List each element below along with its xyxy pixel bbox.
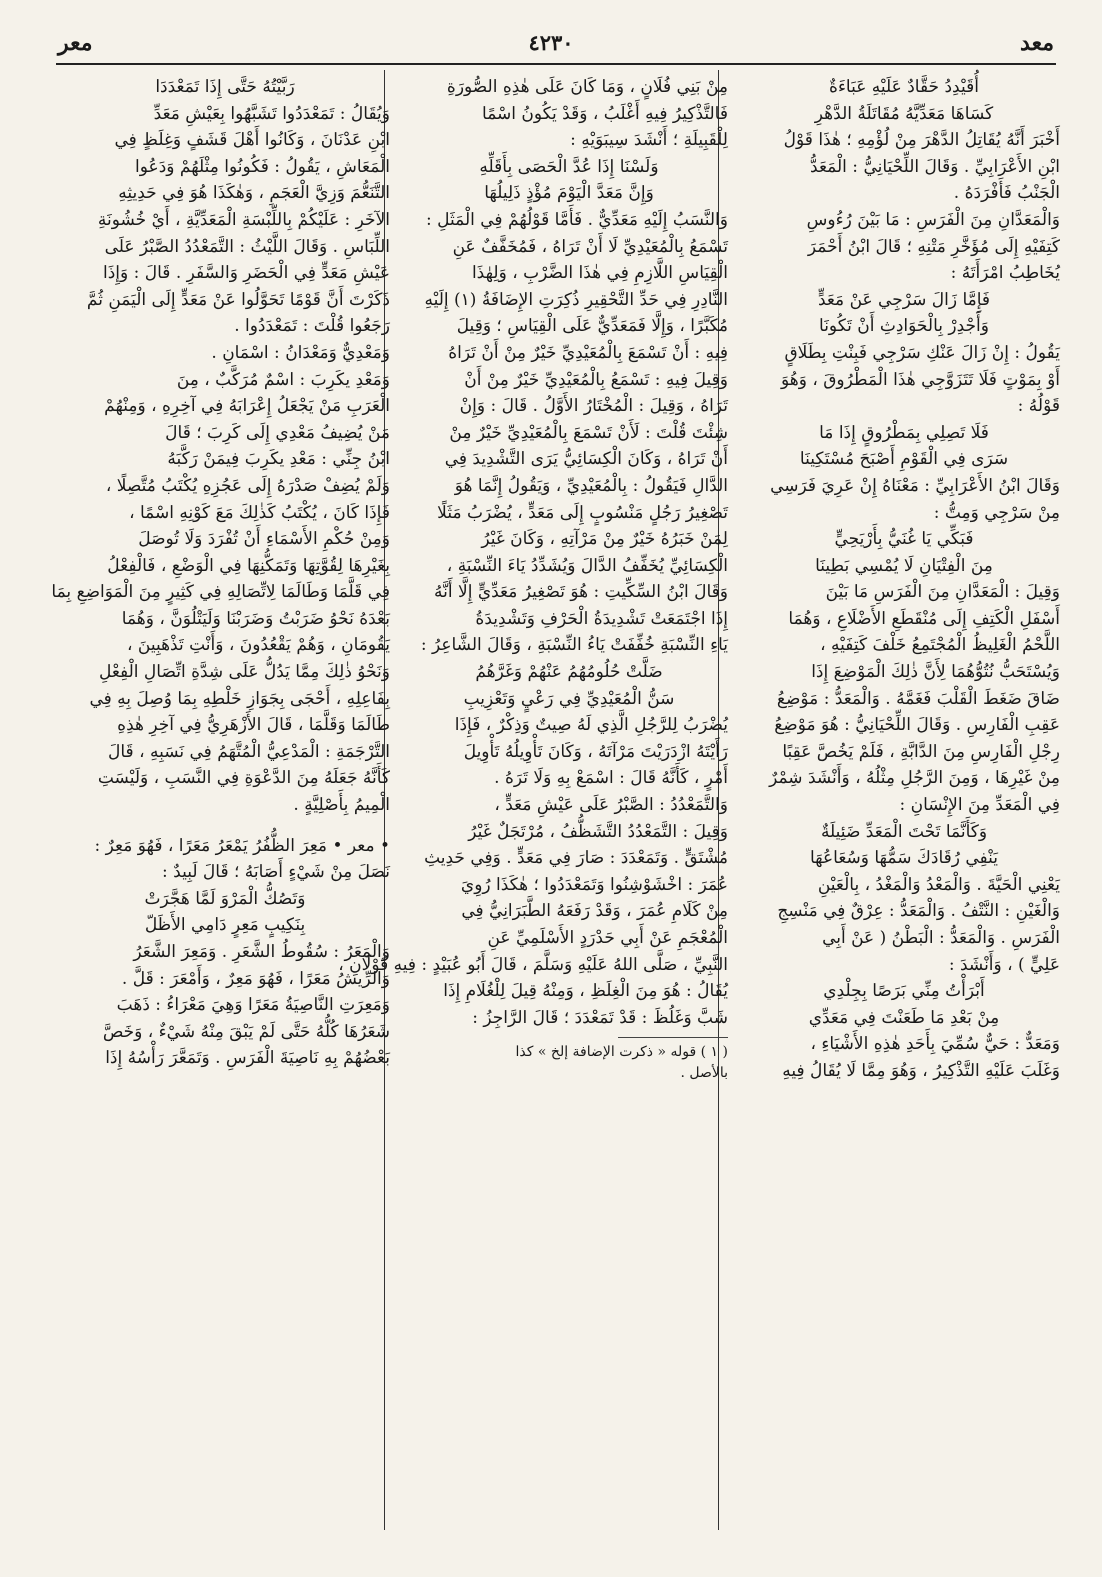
text-line: وَيُقَالُ : تَمَعْدَدُوا تَشَبَّهُوا بِعَيْشِ مَعَدِّ <box>153 103 390 124</box>
text-line: الْجَنْبُ فَأَفْرَدَهُ . <box>953 183 1060 204</box>
footnote-line: ( ١ ) قوله « ذكرت الإضافة إلخ » كذا <box>515 1044 728 1061</box>
verse-line: فَبَكِّي يَا غُنَيُّ بِأَرْيَحِيٍّ <box>834 529 974 550</box>
verse-line: بِنَكِيبٍ مَعِرٍ دَامِي الأَظَلّ <box>144 915 306 936</box>
text-line: وَمَعْدِيٌّ وَمَعْدَانُ : اسْمَانِ . <box>211 342 390 363</box>
text-line: وَنَحْوُ ذٰلِكَ مِمَّا يَدُلُّ عَلَى شِدَّةِ اتِّصَالِ الْفِعْلِ <box>98 662 390 683</box>
text-line: الْمُعْجَمِ عَنْ أَبِي حَدْرَدٍ الأَسْلَمِيِّ عَنِ <box>487 928 728 948</box>
text-line: وَمَعِرَتِ النَّاصِيَةُ مَعَرًا وَهِيَ مَعْرَاءُ : ذَهَبَ <box>116 995 390 1016</box>
text-line: النَّبِيِّ ، صَلَّى اللهُ عَلَيْهِ وَسَلَّمَ ، قَالَ أَبُو عُبَيْدٍ : فِيهِ قَوْلَانِ ، <box>338 954 728 975</box>
text-line: تَرَاهُ ، وَقِيلَ : الْمُخْتَارُ الأَوَّلُ . قَالَ : وَإِنْ <box>459 396 728 417</box>
text-line: وَالْمَعَرُ : سُقُوطُ الشَّعَرِ . وَمَعِرَ الشَّعَرُ <box>133 942 390 962</box>
text-line: فَالتَّذْكِيرُ فِيهِ أَغْلَبُ ، وَقَدْ يَكُونُ اسْمًا <box>482 103 728 124</box>
text-line: التَّنَعُّمَ وَزِيَّ الْعَجَمِ ، وَهٰكَذَا هُوَ فِي حَدِيثِهِ <box>118 183 390 204</box>
text-line: قَوْلُهُ : <box>1017 396 1060 417</box>
header-rule <box>56 63 1056 65</box>
text-line: وَمَعْدِ يكَرِبَ : اسْمٌ مُرَكَّبٌ ، مِنَ <box>176 369 390 390</box>
text-line: نَصَلَ مِنْ شَيْءٍ أَصَابَهُ ؛ قَالَ لَبِيدٌ : <box>162 862 390 883</box>
verse-line: سَرَى فِي الْقَوْمِ أَصْبَحَ مُسْتَكِينَا <box>799 449 1009 470</box>
verse-line: وَلَسْنَا إِذَا عُدَّ الْحَصَى بِأَقَلِّهِ <box>479 156 659 177</box>
text-line: عَيْشِ مَعَدٍّ فِي الْحَضَرِ وَالسَّفَرِ . قَالَ : وَإِذَا <box>103 263 390 284</box>
text-line: شَعَرُهَا كُلُّهُ حَتَّى لَمْ يَبْقَ مِنْهُ شَيْءٌ ، وَخَصَّ <box>102 1021 390 1042</box>
text-line: كَأَنَّهُ جَعَلَهُ مِنَ الدَّعْوَةِ فِي النَّسَبِ ، وَلَيْسَتِ <box>97 768 390 789</box>
header-right-keyword: معد <box>1020 30 1054 56</box>
verse-line: وَأَجْدِرْ بِالْحَوَادِثِ أَنْ تَكُونَا <box>819 316 989 337</box>
text-line: رَجَعُوا قُلْتَ : تَمَعْدَدُوا . <box>234 316 390 337</box>
entry-heading-line: • معر • مَعِرَ الظُّفُرُ يَمْعَرُ مَعَرًا ، فَهُوَ مَعِرٌ : <box>94 835 390 856</box>
text-line: وَقِيلَ : الْمَعَدَّانِ مِنَ الْفَرَسِ مَا بَيْنَ <box>825 582 1060 603</box>
text-line: الآخَرِ : عَلَيْكُمْ بِاللِّبْسَةِ الْمَعَدِّيَّةِ ، أَيْ خُشُونَةِ <box>97 209 390 230</box>
verse-line: فَإِمَّا زَالَ سَرْجِي عَنْ مَعَدٍّ <box>817 289 991 310</box>
header-left-keyword: معر <box>58 30 93 56</box>
entry-spacer <box>60 819 390 833</box>
verse-line: كَسَاهَا مَعَدِّيَّهُ مُقَاتَلَةُ الدَّهْرِ <box>814 103 994 124</box>
text-line: فِي قَلَّمَا وَطَالَمَا لِاتِّصَالِهِ فِي كَثِيرٍ مِنَ الْمَوَاضِعِ بِمَا <box>51 582 390 603</box>
text-line: وَقِيلَ فِيهِ : تَسْمَعُ بِالْمُعَيْدِيِّ خَيْرٌ مِنْ أَنْ <box>464 369 728 390</box>
text-line: الْعَرَبِ مَنْ يَجْعَلُ إِعْرَابَهُ فِي آخِرِهِ ، وَمِنْهُمْ <box>104 396 390 417</box>
footnote-line: بالأصل . <box>680 1065 728 1082</box>
text-line: وَمَعَدٌّ : حَيٌّ سُمِّيَ بِأَحَدِ هٰذِهِ الأَشْيَاءِ ، <box>810 1034 1060 1055</box>
text-line: اللَّحْمُ الْغَلِيظُ الْمُجْتَمِعُ خَلْفَ كَتِفَيْهِ ، <box>820 635 1060 656</box>
text-line: يَقُولُ : إِنْ زَالَ عَنْكِ سَرْجِي فَبِنْتِ بِطَلَاقٍ <box>784 342 1060 363</box>
verse-line: وَإِنَّ مَعَدَّ الْيَوْمَ مُؤْذٍ ذَلِيلُهَا <box>484 183 654 204</box>
text-line: فَإِذَا كَانَ ، يُكْتَبُ كَذٰلِكَ مَعَ كَوْنِهِ اسْمًا ، <box>129 502 390 523</box>
text-line: يَقُومَانِ ، وَهُمْ يَقْعُدُونَ ، وَأَنْتِ تَذْهَبِينَ ، <box>127 635 390 656</box>
text-line: عَلِيٍّ ) ، وَأَنْشَدَ : <box>948 954 1060 975</box>
column-right <box>748 74 1060 1522</box>
verse-line: وَتَصُكُّ الْمَرْوَ لَمَّا هَجَّرَتْ <box>144 888 306 909</box>
text-line: وَالْمَعَدَّانِ مِنَ الْفَرَسِ : مَا بَيْنَ رُءُوسِ <box>806 209 1060 230</box>
verse-line: أَبْرَأْتُ مِنِّي بَرَصًا بِجِلْدِي <box>823 981 985 1002</box>
text-line: فِي الْمَعَدِّ مِنَ الإِنْسَانِ : <box>899 795 1060 816</box>
text-line: مُكَبَّرًا ، وَإِلَّا فَمَعَدِّيٌّ عَلَى الْقِيَاسِ ؛ وَقِيلَ <box>456 316 728 337</box>
text-line: مِنْ بَنِي فُلَانٍ ، وَمَا كَانَ عَلَى هٰذِهِ الصُّورَةِ <box>446 77 728 97</box>
text-line: رَأَيْتَهُ ازْدَرَيْتَ مَرْآتَهُ ، وَكَانَ تَأْوِيلُهُ تَأْوِيلَ <box>463 741 728 762</box>
text-line: عَقِبِ الْفَارِسِ . وَقَالَ اللِّحْيَانِيُّ : هُوَ مَوْضِعُ <box>774 715 1060 736</box>
footnote-rule <box>618 1037 728 1038</box>
verse-line: رَبَّيْتُهُ حَتَّى إِذَا تَمَعْدَدَا <box>155 77 295 97</box>
text-line: أَنْ تَرَاهُ ، وَكَانَ الْكِسَائِيُّ يَرَى التَّشْدِيدَ فِي <box>444 449 728 470</box>
verse-line: سَنُّ الْمُعَيْدِيِّ فِي رَعْيٍ وَتَعْزِيبِ <box>463 688 675 709</box>
text-line: مِنْ سَرْجِي وَمِتُّ : <box>933 502 1060 523</box>
text-line: شِئْتَ قُلْتَ : لَأَنْ تَسْمَعَ بِالْمُعَيْدِيِّ خَيْرٌ مِنْ <box>449 422 728 443</box>
text-line: وَيُسْتَحَبُّ نُتُوُّهُمَا لِأَنَّ ذٰلِكَ الْمَوْضِعَ إِذَا <box>811 662 1060 683</box>
text-line: مِنْ غَيْرِهَا ، وَمِنَ الرَّجُلِ مِثْلُهُ ، وَأَنْشَدَ شِمْرٌ <box>769 768 1060 789</box>
text-line: أَخْبَرَ أَنَّهُ يُقَاتِلُ الدَّهْرَ مِنْ لُؤْمِهِ ؛ هٰذَا قَوْلُ <box>783 130 1060 151</box>
text-line: بِغَيْرِهَا لِقُوَّتِهَا وَتَمَكُّنِهَا فِي الْوَضْعِ ، فَالْفِعْلُ <box>107 555 390 576</box>
verse-line: أُقَيْدِدُ حَقَّادٌ عَلَيْهِ عَبَاءَةٌ <box>829 77 979 97</box>
verse-line: ضَلَّتْ حُلُومُهُمُ عَنْهُمْ وَغَرَّهُمُ <box>475 662 663 683</box>
text-line: وَالتَّمَعْدُدُ : الصَّبْرُ عَلَى عَيْشِ مَعَدٍّ ، <box>494 795 728 816</box>
verse-line: يَنْفِي رُقَادَكَ سَمُّهَا وَسُعَاعُهَا <box>809 848 999 869</box>
text-line: بَعْدَهُ نَحْوُ ضَرَبْتُ وَضَرَبْنَا وَلَيَتْلُوَنَّ ، وَهُمَا <box>121 608 390 629</box>
text-line: كَتِفَيْهِ إِلَى مُؤَخَّرِ مَتْنِهِ ؛ قَالَ ابْنُ أَحْمَرَ <box>807 236 1060 257</box>
text-line: أَمْرٍ ، كَأَنَّهُ قَالَ : اسْمَعْ بِهِ وَلَا تَرَهُ . <box>494 768 728 789</box>
text-line: ابْنُ جِنِّي : مَعْدِ يكَرِبَ فِيمَنْ رَكَّبَهُ <box>167 449 390 470</box>
text-line: مَنْ يُضِيفُ مَعْدِي إِلَى كَرِبَ ؛ قَالَ <box>165 422 390 443</box>
text-line: وَالرِّيشُ مَعَرًا ، فَهُوَ مَعِرٌ ، وَأَمْعَرَ : قَلَّ . <box>121 968 390 989</box>
text-line: ابْنِ عَدْنَانَ ، وَكَانُوا أَهْلَ قَشَفٍ وَغِلَظٍ فِي <box>114 130 390 151</box>
text-line: بَعْضُهُمْ بِهِ نَاصِيَةَ الْفَرَسِ . وَتَمَعَّرَ رَأْسُهُ إِذَا <box>105 1048 390 1069</box>
text-line: عُمَرَ : اخْشَوْشِنُوا وَتَمَعْدَدُوا ؛ هٰكَذَا رُوِيَ <box>460 874 728 895</box>
verse-line: مِنَ الْفِتْيَانِ لَا يُمْسِي بَطِينَا <box>815 555 993 576</box>
text-line: وَمِنْ حُكْمِ الأَسْمَاءِ أَنْ تُفْرَدَ وَلَا تُوصَلَ <box>138 529 390 550</box>
verse-line: فَلَا تَصِلِي بِمَطْرُوقٍ إِذَا مَا <box>819 422 989 443</box>
text-line: لِمَنْ خَبَرُهُ خَيْرٌ مِنْ مَرْآتِهِ ، وَكَانَ غَيْرُ <box>481 529 728 550</box>
text-line: طَالَمَا وَقَلَّمَا ، قَالَ الأَزْهَرِيُّ فِي آخِرِ هٰذِهِ <box>117 715 390 736</box>
text-line: الْقِيَاسِ اللَّازِمِ فِي هٰذَا الضَّرْبِ ، وَلِهٰذَا <box>471 263 728 284</box>
text-line: وَقِيلَ : التَّمَعْدُدُ التَّشَظُّفُ ، مُرْتَجَلٌ غَيْرُ <box>468 821 728 842</box>
text-line: أَوْ بِمَوْتٍ فَلَا تَتَزَوَّجِي هٰذَا الْمَطْرُوقَ ، وَهُوَ <box>780 369 1060 390</box>
text-line: وَالْغَيْنِ : النَّتْفُ . وَالْمَعَدُّ : عِرْقٌ فِي مَنْسِجِ <box>777 901 1060 922</box>
text-line: الدَّالِ فَيَقُولُ : بِالْمُعَيْدِيِّ ، وَيَقُولُ إِنَّمَا هُوَ <box>454 475 728 496</box>
text-line: إِذَا اجْتَمَعَتْ تَشْدِيدَةُ الْحَرْفِ وَتَشْدِيدَةُ <box>475 608 728 629</box>
text-line: ضَاقَ ضَغَطَ الْقَلْبَ فَغَمَّهُ . وَالْمَعَدُّ : مَوْضِعُ <box>776 688 1060 709</box>
text-line: لِلْقَبِيلَةِ ؛ أَنْشَدَ سِيبَوَيْهِ : <box>570 130 728 151</box>
text-line: يُخَاطِبُ امْرَأَتَهُ : <box>950 263 1060 284</box>
verse-line: وَكَأَنَّمَا تَحْتَ الْمَعَدِّ ضَئِيلَةٌ <box>820 821 988 842</box>
text-line: بِفَاعِلِهِ ، أَحْجَى بِجَوَازِ خَلْطِهِ بِمَا وُصِلَ بِهِ فِي <box>89 688 390 709</box>
text-line: يُقَالُ : هُوَ مِنَ الْغِلَظِ ، وَمِنْهُ قِيلَ لِلْغُلَامِ إِذَا <box>443 981 728 1002</box>
text-line: رِجْلِ الْفَارِسِ مِنَ الدَّابَّةِ ، فَلَمْ يَخُصَّ عَقِبًا <box>782 741 1060 762</box>
text-line: ابْنِ الأَعْرَابِيِّ . وَقَالَ اللِّحْيَانِيُّ : الْمَعَدُّ <box>810 156 1060 177</box>
text-line: فِيهِ : أَنْ تَسْمَعَ بِالْمُعَيْدِيِّ خَيْرٌ مِنْ أَنْ تَرَاهُ <box>448 342 728 363</box>
text-line: ذَكَرْتَ أَنَّ قَوْمًا تَحَوَّلُوا عَنْ مَعَدٍّ إِلَى الْيَمَنِ ثُمَّ <box>86 289 390 310</box>
text-line: يَعْنِي الْحَيَّةَ . وَالْمَعْدُ وَالْمَغْدُ ، بِالْعَيْنِ <box>817 874 1060 895</box>
text-line: الْفَرَسِ . وَالْمَعَدُّ : الْبَطْنُ ( عَنْ أَبِي <box>822 928 1060 948</box>
text-line: وَقَالَ ابْنُ السِّكِّيتِ : هُوَ تَصْغِيرُ مَعَدِّيٍّ إِلَّا أَنَّهُ <box>434 582 728 603</box>
text-line: النَّادِرِ فِي حَدِّ التَّحْقِيرِ ذُكِرَتِ الإِضَافَةُ (١) إِلَيْهِ <box>424 289 728 310</box>
text-line: شَبَّ وَغَلُظَ : قَدْ تَمَعْدَدَ ؛ قَالَ الرَّاجِزُ : <box>472 1007 728 1028</box>
text-line: وَالنَّسَبُ إِلَيْهِ مَعَدِّيٌّ . فَأَمَّا قَوْلُهُمْ فِي الْمَثَلِ : <box>425 209 728 230</box>
text-line: الْمَعَاشِ ، يَقُولُ : فَكُونُوا مِثْلَهُمْ وَدَعُوا <box>135 156 390 177</box>
text-line: اللِّبَاسِ . وَقَالَ اللَّيْثُ : التَّمَعْدُدُ الصَّبْرُ عَلَى <box>104 236 390 257</box>
text-line: يَاءِ النِّسْبَةِ خُفِّفَتْ يَاءُ النِّسْبَةِ ، وَقَالَ الشَّاعِرُ : <box>420 635 728 656</box>
text-line: وَقَالَ ابْنُ الأَعْرَابِيِّ : مَعْنَاهُ إِنْ عَرِيَ فَرَسِي <box>770 475 1060 496</box>
text-line: مِنْ كَلَامِ عُمَرَ ، وَقَدْ رَفَعَهُ الطَّبَرَانِيُّ فِي <box>461 901 728 922</box>
text-line: تَسْمَعُ بِالْمُعَيْدِيِّ لَا أَنْ تَرَاهُ ، فَمُخَفَّفٌ عَنِ <box>452 236 728 257</box>
text-line: أَسْفَلِ الْكَتِفِ إِلَى مُنْقَطَعِ الأَضْلَاعِ ، وَهُمَا <box>788 608 1060 629</box>
text-line: مُشْتَقٍّ . وَتَمَعْدَدَ : صَارَ فِي مَعَدٍّ . وَفِي حَدِيثِ <box>424 848 728 869</box>
text-line: وَغَلَبَ عَلَيْهِ التَّذْكِيرُ ، وَهُوَ مِمَّا لَا يُقَالُ فِيهِ <box>782 1060 1060 1081</box>
text-line: يُضْرَبُ لِلرَّجُلِ الَّذِي لَهُ صِيتٌ وَذِكْرٌ ، فَإِذَا <box>454 715 728 736</box>
text-line: وَلَمْ يُضِفْ صَدْرَهُ إِلَى عَجُزِهِ يُكْتَبُ مُتَّصِلًا ، <box>105 475 390 496</box>
text-line: تَصْغِيرُ رَجُلٍ مَنْسُوبٍ إِلَى مَعَدٍّ ، يُضْرَبُ مَثَلًا <box>437 502 728 523</box>
column-left <box>51 74 390 1522</box>
text-line: الْكِسَائِيِّ يُخَفِّفُ الدَّالَ وَيُشَدِّدُ يَاءَ النِّسْبَةِ ، <box>446 555 728 576</box>
verse-line: مِنْ بَعْدِ مَا طَعَنْتَ فِي مَعَدِّي <box>808 1007 1000 1028</box>
text-line: الْمِيمُ بِأَصْلِيَّةٍ . <box>293 795 390 816</box>
text-line: التَّرْجَمَةِ : الْمَدْعِيُّ الْمُتَّهَمُ فِي نَسَبِهِ ، قَالَ <box>108 741 390 762</box>
page-number: ٤٢٣٠ <box>528 30 574 55</box>
